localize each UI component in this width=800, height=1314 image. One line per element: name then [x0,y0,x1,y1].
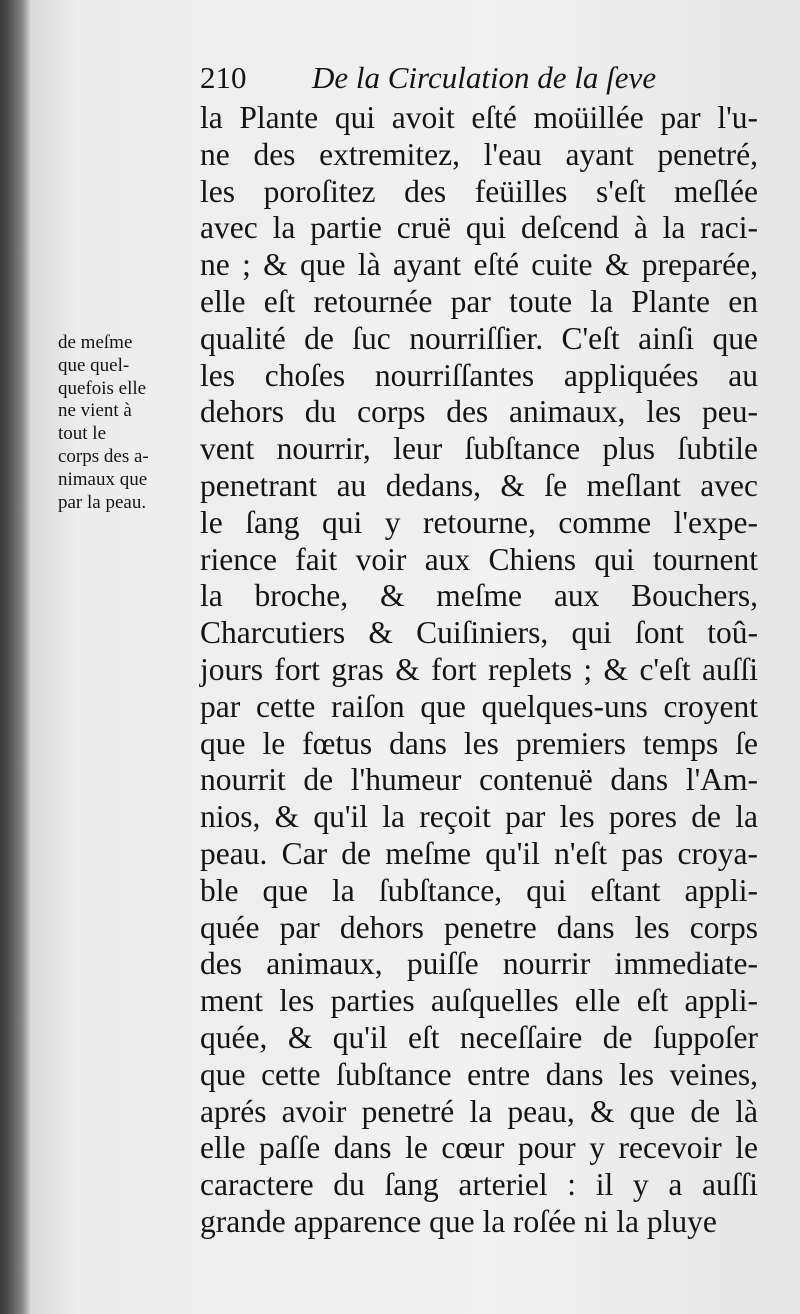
text-line: caractere du ſang arteriel : il y a auſſi [200,1167,758,1203]
text-line: la Plante qui avoit eſté moüillée par l'u- [200,100,758,135]
text-line: par cette raiſon que quelques-uns croyent [200,688,758,724]
text-line: les choſes nourriſſantes appliquées au [200,357,758,393]
margin-note-line: de meſme [58,332,133,353]
text-line: vent nourrir, leur ſubſtance plus ſubtile [200,431,758,467]
body-text [200,100,758,1241]
running-title: De la Circulation de la ſeve [312,60,657,95]
text-line: penetrant au dedans, & ſe meſlant avec [200,467,758,503]
margin-note-line: par la peau. [58,491,147,513]
margin-note-line: ne vient à [58,400,132,422]
text-line: jours fort gras & fort replets ; & c'eſt auſſi [200,651,758,687]
text-line: nios, & qu'il la reçoit par les pores de la [200,799,758,835]
text-line: Charcutiers & Cuiſiniers, qui ſont toû- [200,615,758,651]
margin-note-line: corps des a- [58,445,149,467]
page-number: 210 [200,60,247,95]
text-line: dehors du corps des animaux, les peu- [200,394,758,430]
text-line: grande apparence que la roſée ni la pluye [200,1203,717,1239]
text-line: qualité de ſuc nourriſſier. C'eſt ainſi que [200,320,758,356]
text-line: ne des extremitez, l'eau ayant penetré, [200,136,758,172]
text-line: des animaux, puiſſe nourrir immediate- [200,946,758,982]
text-line: ble que la ſubſtance, qui eſtant appli- [200,872,758,908]
page-header [200,60,760,100]
text-line: le ſang qui y retourne, comme l'expe- [200,504,758,540]
text-line: la broche, & meſme aux Bouchers, [200,578,758,614]
margin-note [58,332,183,514]
text-line: les poroſitez des feüilles s'eſt meſlée [200,173,758,209]
text-line: nourrit de l'humeur contenuë dans l'Am- [200,762,758,798]
book-spine-shadow [0,0,30,1314]
text-line: ment les parties auſquelles elle eſt appli- [200,983,758,1019]
margin-note-line: tout le [58,423,107,445]
text-line: elle eſt retournée par toute la Plante en [200,283,758,319]
text-line: elle paſſe dans le cœur pour y recevoir le [200,1130,758,1166]
text-line: que le fœtus dans les premiers temps ſe [200,725,758,761]
text-line: ne ; & que là ayant eſté cuite & preparée, [200,247,758,283]
text-line: aprés avoir penetré la peau, & que de là [200,1093,758,1129]
text-line: quée par dehors penetre dans les corps [200,909,758,945]
text-line: quée, & qu'il eſt neceſſaire de ſuppoſer [200,1019,758,1055]
margin-note-line: que quel- [58,354,130,376]
text-line: rience fait voir aux Chiens qui tournent [200,541,758,577]
text-line: que cette ſubſtance entre dans les veines, [200,1056,758,1092]
margin-note-line: quefois elle [58,377,147,399]
margin-note-line: nimaux que [58,468,148,490]
text-line: avec la partie cruë qui deſcend à la raci- [200,210,758,246]
text-line: peau. Car de meſme qu'il n'eſt pas croya- [200,835,758,871]
